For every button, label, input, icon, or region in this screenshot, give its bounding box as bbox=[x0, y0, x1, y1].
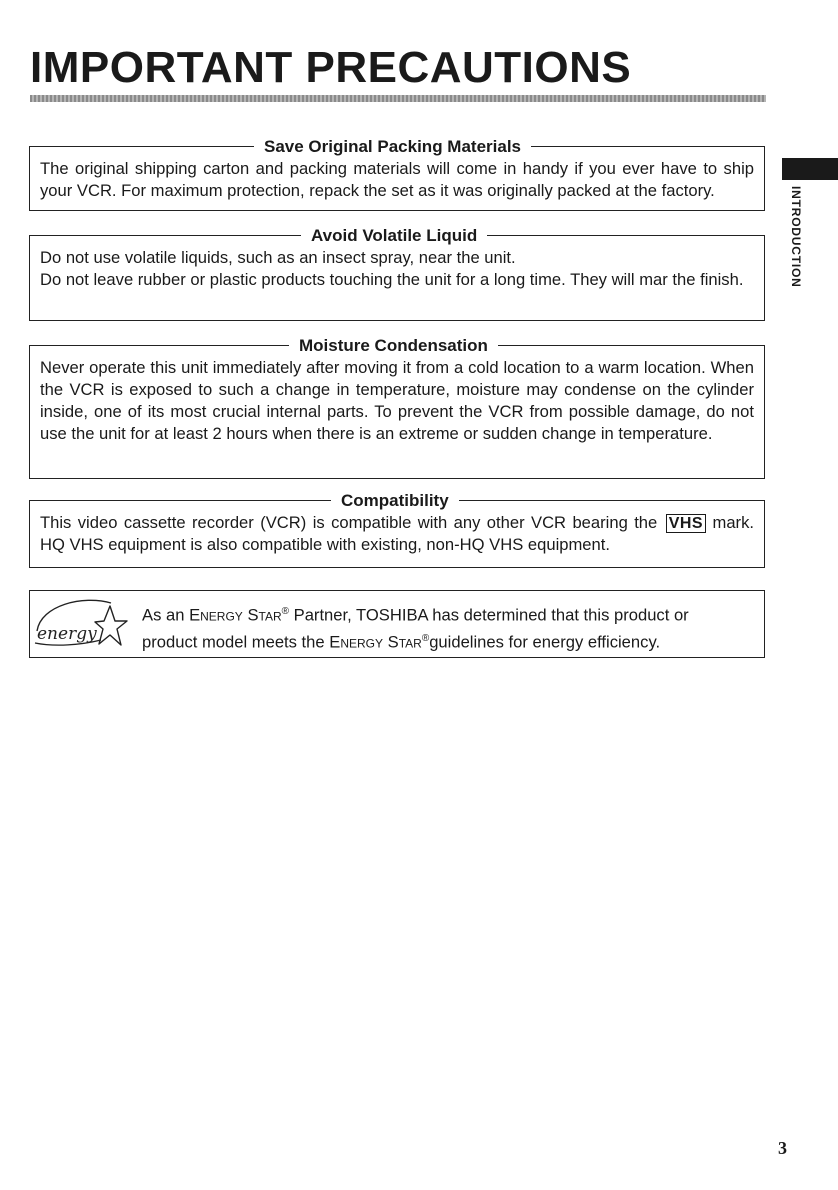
section-header-rule bbox=[30, 336, 764, 355]
section-compatibility bbox=[29, 491, 765, 568]
energy-star-logo bbox=[31, 593, 129, 653]
section-paragraph bbox=[40, 512, 754, 556]
section-paragraph: Do not leave rubber or plastic products touching the unit for a long time. They will mar the finish. bbox=[40, 270, 744, 289]
section-moisture-condensation bbox=[29, 336, 765, 479]
energy-star-box bbox=[29, 590, 765, 658]
energy-star-line-2: product model meets the Energy Star®guidelines for energy efficiency. bbox=[142, 632, 661, 652]
section-header-rule bbox=[30, 137, 764, 156]
energy-star-line-1: As an Energy Star® Partner, TOSHIBA has determined that this product or bbox=[142, 605, 689, 625]
section-header-rule bbox=[30, 491, 764, 510]
compatibility-text-end: mark. HQ VHS equipment is also compatible with existing, non-HQ VHS equipment. bbox=[40, 513, 754, 554]
section-paragraph: Never operate this unit immediately after moving it from a cold location to a warm location. When the VCR is exposed to such a change in temperature, moisture may condense on the cylinder inside, one of its most crucial internal parts. To prevent the VCR from possible damage, do not use the unit for at least 2 hours when there is an extreme or sudden change in temperature. bbox=[40, 358, 754, 443]
compatibility-text-start: This video cassette recorder (VCR) is compatible with any other VCR bearing the bbox=[40, 513, 658, 532]
section-body bbox=[30, 345, 764, 445]
energy-logo-wordmark: energy bbox=[37, 624, 97, 644]
vhs-logo: VHS bbox=[666, 514, 706, 533]
title-underline bbox=[30, 95, 766, 102]
section-volatile-liquid bbox=[29, 226, 765, 321]
section-paragraph: Do not use volatile liquids, such as an insect spray, near the unit. bbox=[40, 248, 516, 267]
section-title: Moisture Condensation bbox=[289, 335, 498, 357]
energy-star-statement bbox=[142, 600, 754, 653]
section-title: Avoid Volatile Liquid bbox=[301, 225, 487, 247]
section-packing-materials bbox=[29, 137, 765, 211]
page-number: 3 bbox=[778, 1138, 787, 1158]
section-title: Save Original Packing Materials bbox=[254, 136, 531, 158]
section-header-rule bbox=[30, 226, 764, 245]
page-title: IMPORTANT PRECAUTIONS bbox=[30, 43, 632, 92]
section-title: Compatibility bbox=[331, 490, 459, 512]
section-tab-label: INTRODUCTION bbox=[789, 186, 803, 288]
section-tab-marker bbox=[782, 158, 838, 180]
section-paragraph: The original shipping carton and packing materials will come in handy if you ever have to ship your VCR. For maximum protection, repack the set as it was originally packed at the factory. bbox=[40, 159, 754, 200]
